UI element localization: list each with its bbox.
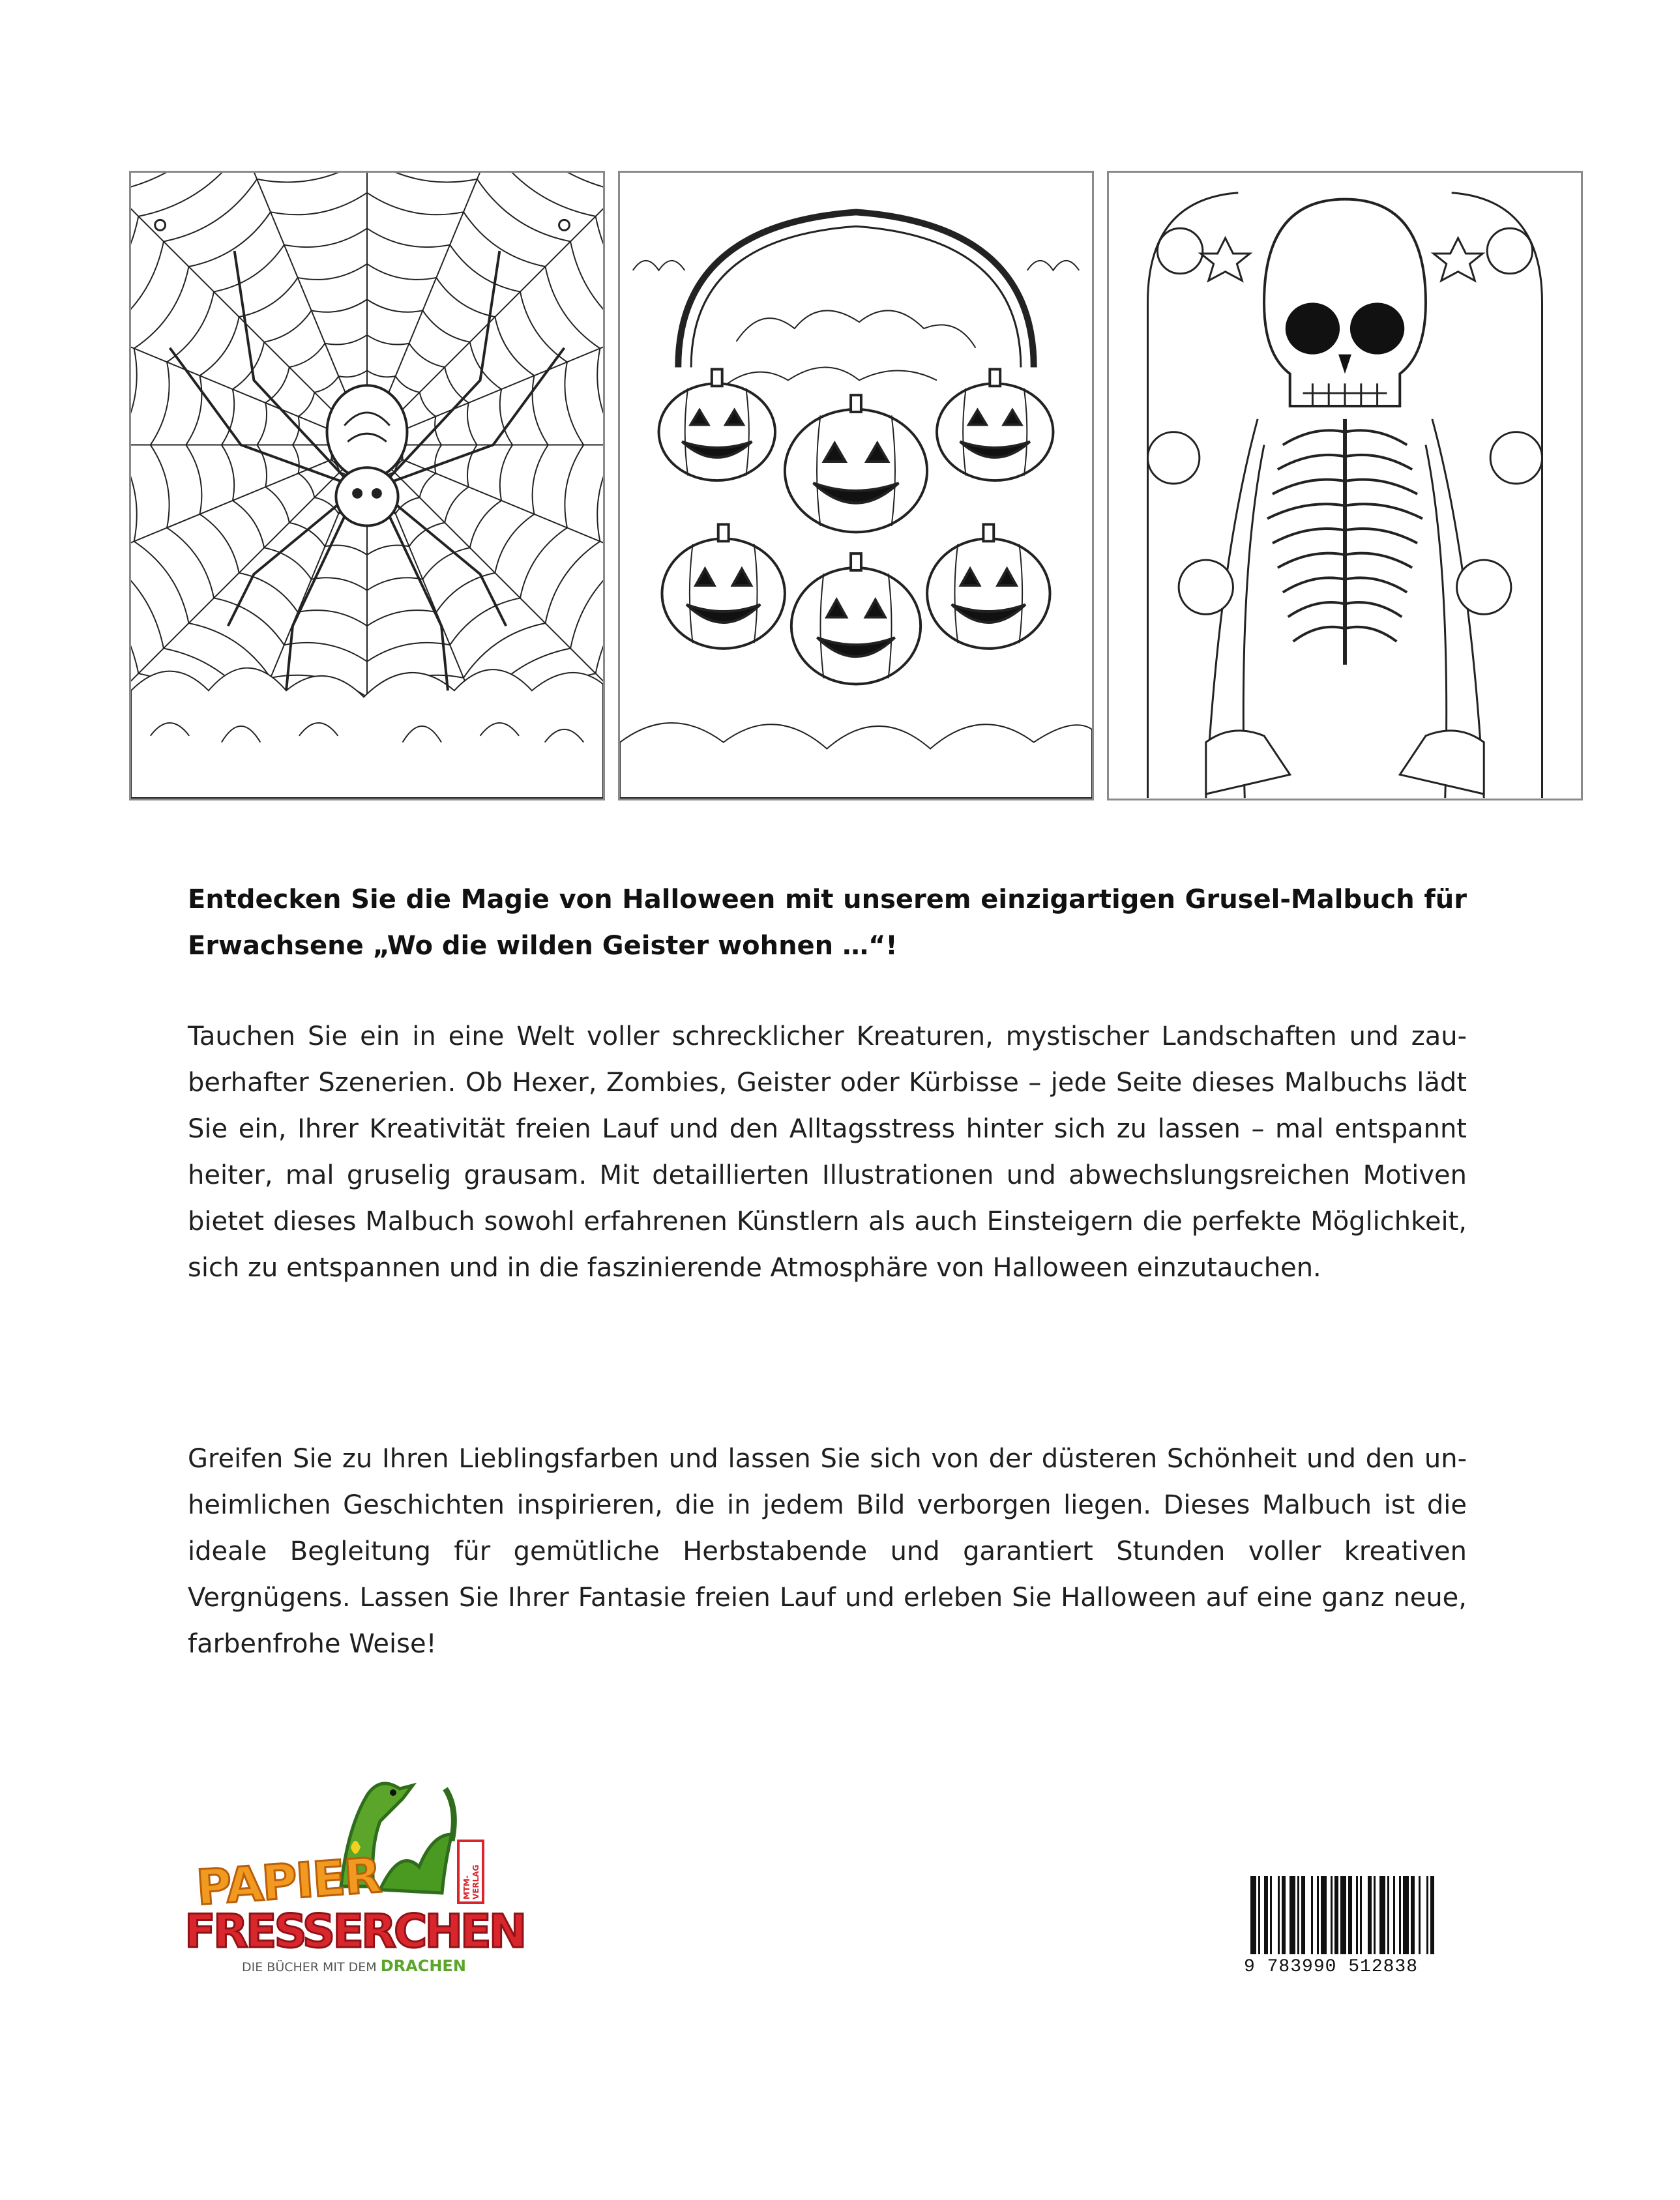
isbn-barcode xyxy=(1244,1876,1482,1990)
illustration-row xyxy=(129,171,1587,802)
barcode-digits: 9 783990 512838 xyxy=(1244,1957,1419,1977)
logo-tagline xyxy=(242,1957,466,1975)
barcode-bars xyxy=(1244,1876,1482,1954)
intro-paragraph xyxy=(188,877,1467,969)
logo-line-1: PAPIER xyxy=(194,1847,382,1916)
logo-badge-text: MTM-VERLAG xyxy=(462,1864,480,1899)
logo-tagline-prefix: DIE BÜCHER MIT DEM xyxy=(242,1960,377,1974)
skeleton-illustration xyxy=(1107,171,1583,800)
spider-web-illustration xyxy=(129,171,605,800)
description-text-1: Tauchen Sie ein in eine Welt voller schrecklicher Kreaturen, mystischer Landschaften und zauberhafter Szenerien. Ob Hexer, Zombies, Geister oder Kürbisse – jede Seite dieses Malbuchs lädt Sie ein, Ihrer Kreativität freien Lauf und den Alltagsstress hinter sich zu lassen – mal entspannt heiter, mal gruselig grausam. Mit detaillierten Illustrationen und abwechslungsreichen Motiven bietet dieses Malbuch sowohl erfahrenen Künstlern als auch Einsteigern die perfekte Möglichkeit, sich zu entspannen und in die faszinierende Atmosphäre von Halloween einzutauchen. xyxy=(188,1021,1467,1283)
intro-text: Entdecken Sie die Magie von Halloween mit unserem einzigartigen Grusel-Malbuch für Erwachsene „Wo die wilden Geister wohnen …“! xyxy=(188,885,1467,961)
description-text-2: Greifen Sie zu Ihren Lieblingsfarben und lassen Sie sich von der düsteren Schönheit und den unheimlichen Geschichten inspirieren, die in jedem Bild verborgen liegen. Dieses Malbuch ist die ideale Begleitung für gemütliche Herbstabende und garantiert Stunden voller kreativen Vergnügens. Lassen Sie Ihrer Fantasie freien Lauf und erleben Sie Halloween auf eine ganz neue, farbenfrohe Weise! xyxy=(188,1444,1467,1659)
skeleton-icon xyxy=(1109,173,1581,799)
pumpkin-icon xyxy=(620,173,1092,799)
pumpkins-illustration xyxy=(618,171,1094,800)
description-paragraph-2 xyxy=(188,1436,1467,1667)
logo-tagline-emph: DRACHEN xyxy=(380,1957,466,1975)
publisher-logo xyxy=(184,1769,525,1975)
description-paragraph-1 xyxy=(188,1014,1467,1291)
spider-web-icon xyxy=(131,173,603,799)
logo-line-2: FRESSERCHEN xyxy=(184,1905,525,1958)
